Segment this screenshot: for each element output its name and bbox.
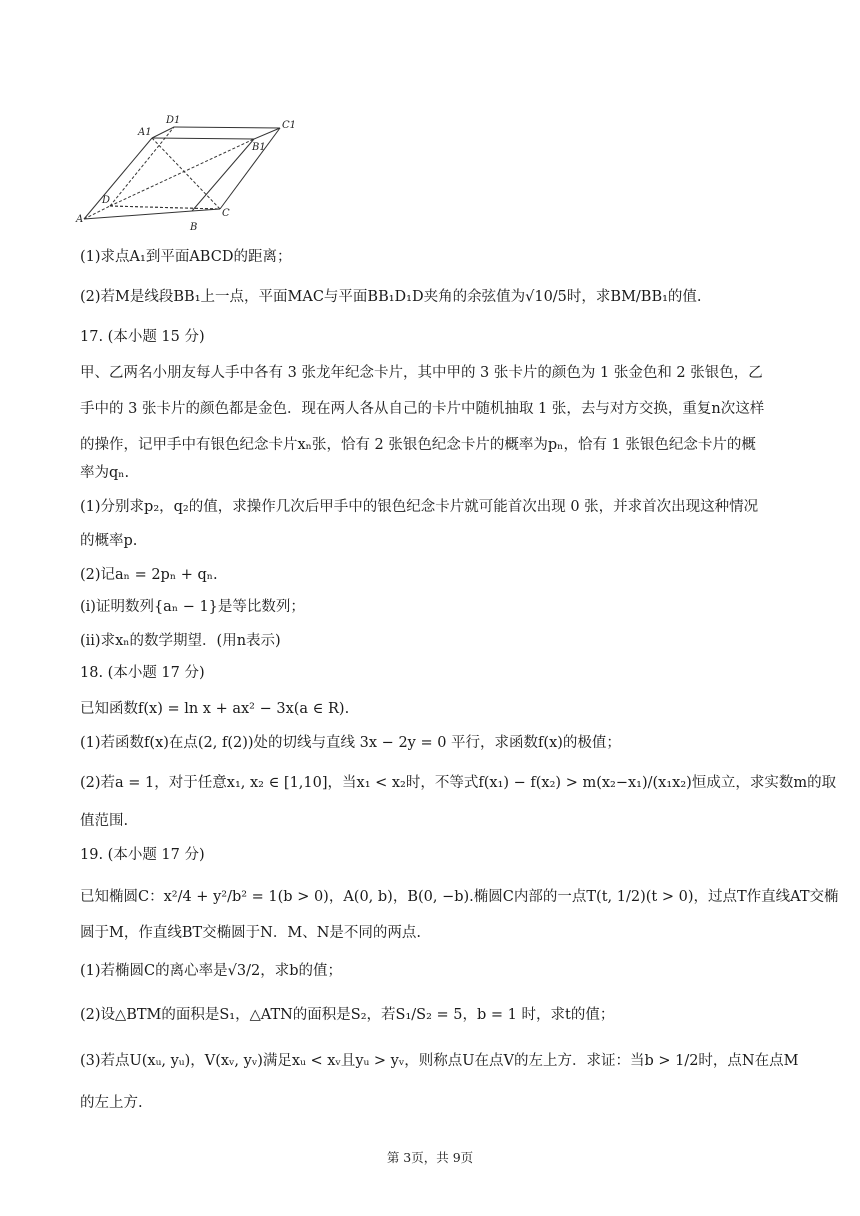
q18-part2-line1: (2)若a = 1，对于任意x₁, x₂ ∈ [1,10]，当x₁ < x₂时，不等式f(x₁) − f(x₂) > m(x₂−x₁)/(x₁x₂)恒成立，求实数m的取 bbox=[80, 775, 837, 791]
prism-figure bbox=[74, 108, 314, 236]
q19-stem-line1: 已知椭圆C：x²/4 + y²/b² = 1(b > 0)，A(0, b)，B(0, −b).椭圆C内部的一点T(t, 1/2)(t > 0)，过点T作直线AT交椭 bbox=[80, 889, 839, 905]
q17-stem-line3: 的操作，记甲手中有银色纪念卡片xₙ张，恰有 2 张银色纪念卡片的概率为pₙ，恰有 1 张银色纪念卡片的概 bbox=[80, 437, 756, 453]
q19-part3-line2: 的左上方. bbox=[80, 1095, 143, 1111]
q19-part3-line1: (3)若点U(xᵤ, yᵤ)，V(xᵥ, yᵥ)满足xᵤ < xᵥ且yᵤ > yᵥ，则称点U在点V的左上方．求证：当b > 1/2时，点N在点M bbox=[80, 1053, 799, 1069]
vertex-label-c: C bbox=[222, 208, 230, 219]
vertex-label-a: A bbox=[76, 214, 84, 225]
q19-part1: (1)若椭圆C的离心率是√3/2，求b的值； bbox=[80, 963, 342, 979]
q18-stem: 已知函数f(x) = ln x + ax² − 3x(a ∈ R). bbox=[80, 701, 350, 717]
vertex-label-d: D bbox=[102, 195, 111, 206]
q17-part2-i: (i)证明数列{aₙ − 1}是等比数列； bbox=[80, 599, 305, 615]
q18-part2-line2: 值范围. bbox=[80, 813, 129, 829]
q17-stem-line1: 甲、乙两名小朋友每人手中各有 3 张龙年纪念卡片，其中甲的 3 张卡片的颜色为 1 张金色和 2 张银色，乙 bbox=[80, 365, 763, 381]
q17-part1-line2: 的概率p. bbox=[80, 533, 138, 549]
q17-part1-line1: (1)分别求p₂，q₂的值，求操作几次后甲手中的银色纪念卡片就可能首次出现 0 张，并求首次出现这种情况 bbox=[80, 499, 759, 515]
vertex-label-b: B bbox=[190, 222, 198, 233]
q17-stem-line2: 手中的 3 张卡片的颜色都是金色．现在两人各从自己的卡片中随机抽取 1 张，去与对方交换，重复n次这样 bbox=[80, 401, 765, 417]
page-number-footer: 第 3页，共 9页 bbox=[386, 1150, 474, 1165]
q19-stem-line2: 圆于M，作直线BT交椭圆于N．M、N是不同的两点. bbox=[80, 925, 422, 941]
q17-part2-ii: (ii)求xₙ的数学期望．(用n表示) bbox=[80, 633, 281, 649]
q17-heading: 17. (本小题 15 分) bbox=[80, 329, 205, 345]
q16-part1: (1)求点A₁到平面ABCD的距离； bbox=[80, 249, 292, 265]
q19-part2: (2)设△BTM的面积是S₁，△ATN的面积是S₂，若S₁/S₂ = 5，b = 1 时，求t的值； bbox=[80, 1007, 615, 1023]
q16-part2: (2)若M是线段BB₁上一点，平面MAC与平面BB₁D₁D夹角的余弦值为√10/5时，求BM/BB₁的值. bbox=[80, 289, 702, 305]
q17-part2: (2)记aₙ = 2pₙ + qₙ. bbox=[80, 567, 218, 583]
q18-heading: 18. (本小题 17 分) bbox=[80, 665, 205, 681]
vertex-label-b1: B1 bbox=[252, 142, 266, 153]
vertex-label-d1: D1 bbox=[166, 115, 181, 126]
q19-heading: 19. (本小题 17 分) bbox=[80, 847, 205, 863]
q18-part1: (1)若函数f(x)在点(2, f(2))处的切线与直线 3x − 2y = 0 平行，求函数f(x)的极值； bbox=[80, 735, 621, 751]
q17-stem-line4: 率为qₙ. bbox=[80, 465, 130, 481]
vertex-label-c1: C1 bbox=[282, 120, 297, 131]
vertex-label-a1: A1 bbox=[138, 127, 152, 138]
